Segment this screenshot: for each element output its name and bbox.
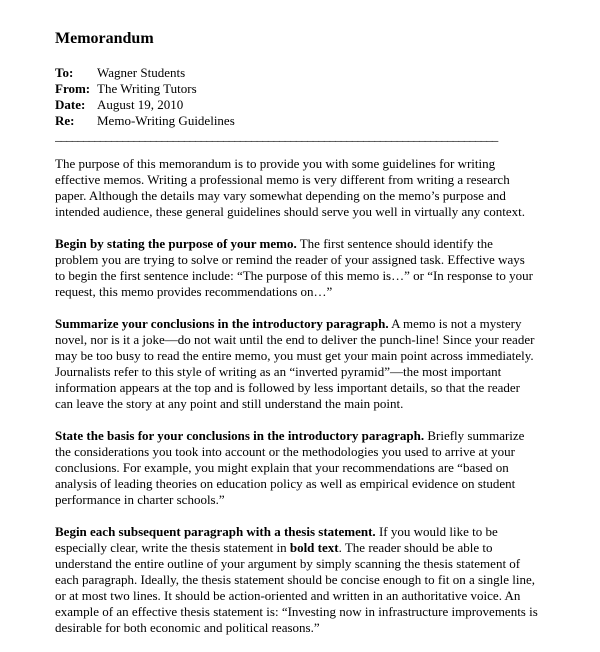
header-value: Memo-Writing Guidelines <box>97 113 235 128</box>
text-line: The purpose of this memorandum is to provide you with some guidelines for writing <box>55 156 496 171</box>
intro-paragraph <box>55 156 550 220</box>
text-line: the considerations you took into account or the methodologies you used to arrive at your <box>55 444 515 459</box>
text-line: may be too busy to read the entire memo, you must get your main point across immediately. <box>55 348 534 363</box>
text-line: request, this memo provides recommendations on…” <box>55 284 333 299</box>
guideline-heading: Summarize your conclusions in the introductory paragraph. <box>55 316 389 331</box>
text-line: paper. Although the details may vary somewhat depending on the memo’s purpose and <box>55 188 506 203</box>
text-line: performance in charter schools.” <box>55 492 225 507</box>
text-line: to begin the first sentence include: “The purpose of this memo is…” or “In response to your <box>55 268 533 283</box>
header-value: August 19, 2010 <box>97 97 184 112</box>
memo-page <box>55 29 550 652</box>
text-span: . The reader should be able to <box>338 540 493 555</box>
guideline-heading: State the basis for your conclusions in the introductory paragraph. <box>55 428 425 443</box>
text-line: or at most two lines. It should be action-oriented and written in an authoritative voice. An <box>55 588 521 603</box>
header-label: From: <box>55 81 91 96</box>
header-from <box>55 81 550 97</box>
text-line: intended audience, these general guidelines should serve you well in virtually any context. <box>55 204 526 219</box>
text-span: A memo is not a mystery <box>388 316 522 331</box>
text-line <box>55 236 550 252</box>
header-label: Re: <box>55 113 75 128</box>
text-line: example of an effective thesis statement is: “Investing now in infrastructure improvements is <box>55 604 538 619</box>
text-line: conclusions. For example, you might explain that your recommendations are “based on <box>55 460 509 475</box>
bold-text-emphasis: bold text <box>289 540 339 555</box>
text-span: If you would like to be <box>375 524 498 539</box>
text-line: effective memos. Writing a professional memo is very different from writing a research <box>55 172 510 187</box>
text-line: Journalists refer to this style of writing as an “inverted pyramid”—the most important <box>55 364 502 379</box>
text-line: desirable for both economic and political reasons.” <box>55 620 320 635</box>
header-divider: _______________________________________________________________________________ <box>55 129 498 142</box>
guideline-heading: Begin by stating the purpose of your memo. <box>55 236 297 251</box>
header-value: The Writing Tutors <box>97 81 197 96</box>
header-label: To: <box>55 65 74 80</box>
text-line <box>55 540 550 556</box>
text-span: especially clear, write the thesis statement in <box>55 540 290 555</box>
memo-title: Memorandum <box>55 30 154 47</box>
guideline-paragraph-basis <box>55 428 550 508</box>
text-span: Briefly summarize <box>424 428 525 443</box>
guideline-heading: Begin each subsequent paragraph with a thesis statement. <box>55 524 376 539</box>
header-label: Date: <box>55 97 86 112</box>
header-to <box>55 65 550 81</box>
text-line: information appears at the top and is followed by less important details, so that the reader <box>55 380 520 395</box>
text-line: can leave the story at any point and still understand the main point. <box>55 396 404 411</box>
header-value: Wagner Students <box>97 65 186 80</box>
text-line <box>55 428 550 444</box>
header-date <box>55 97 550 113</box>
text-line: understand the entire outline of your argument by simply scanning the thesis statement of <box>55 556 521 571</box>
guideline-paragraph-purpose <box>55 236 550 300</box>
guideline-paragraph-thesis <box>55 524 550 636</box>
text-line: novel, nor is it a joke—do not wait until the end to deliver the punch-line! Since your reader <box>55 332 535 347</box>
text-line: analysis of leading theories on education policy as well as empirical evidence on student <box>55 476 516 491</box>
text-line <box>55 524 550 540</box>
text-span: The first sentence should identify the <box>296 236 493 251</box>
text-line: problem you are trying to solve or remind the reader of your assigned task. Effective ways <box>55 252 525 267</box>
guideline-paragraph-conclusions <box>55 316 550 412</box>
text-line: each paragraph. Ideally, the thesis statement should be concise enough to fit on a single line, <box>55 572 536 587</box>
text-line <box>55 316 550 332</box>
header-re <box>55 113 550 129</box>
